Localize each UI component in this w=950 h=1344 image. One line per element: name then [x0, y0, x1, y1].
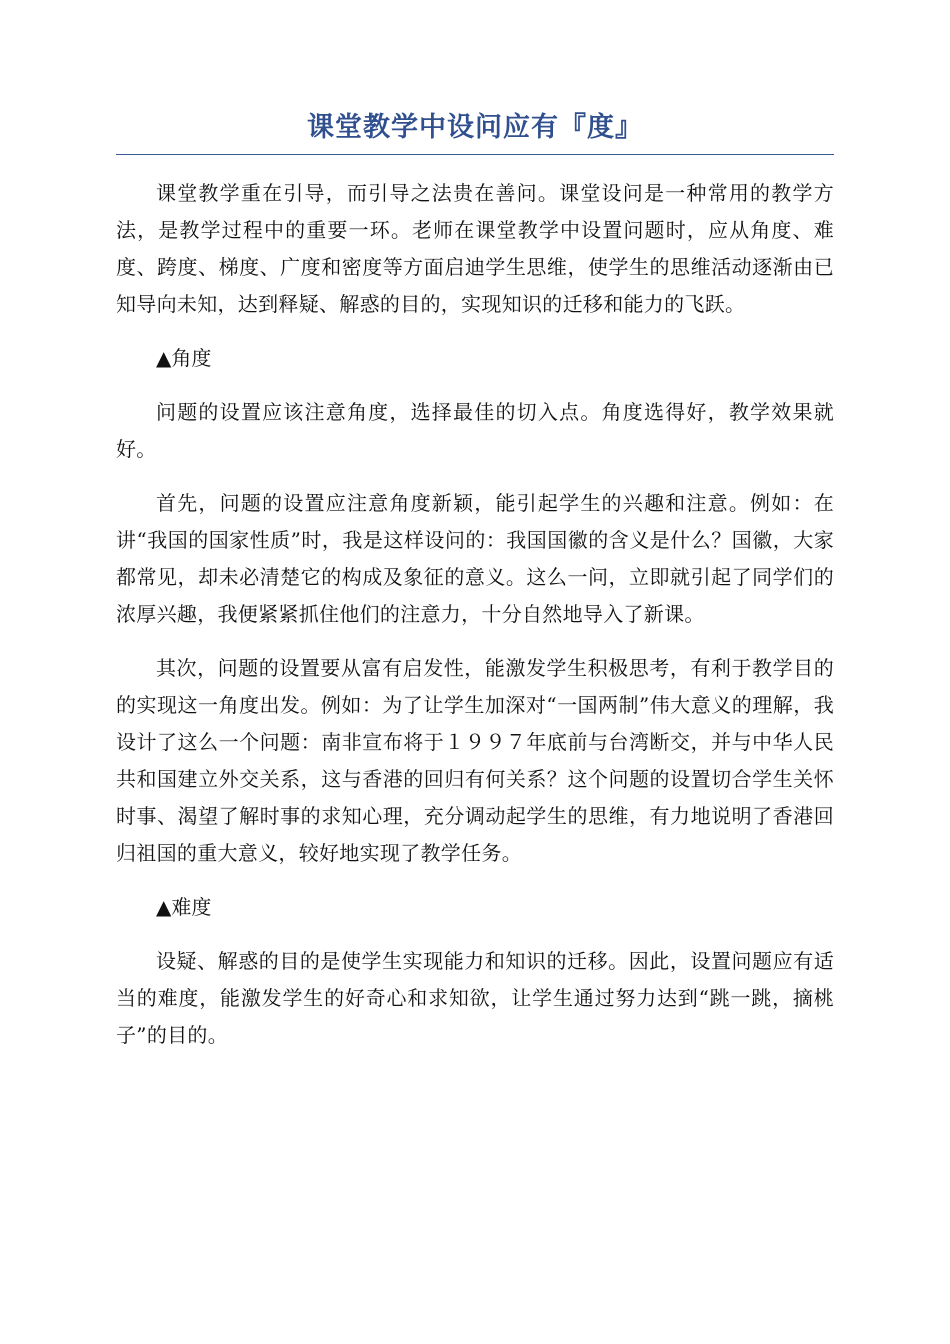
difficulty-paragraph-1: 设疑、解惑的目的是使学生实现能力和知识的迁移。因此，设置问题应有适当的难度，能激发学生的好奇心和求知欲，让学生通过努力达到“跳一跳，摘桃子”的目的。 [116, 949, 834, 1047]
section-heading-angle: ▲角度 [156, 346, 212, 370]
angle-paragraph-3: 其次，问题的设置要从富有启发性，能激发学生积极思考，有利于教学目的的实现这一角度出发。例如：为了让学生加深对“一国两制”伟大意义的理解，我设计了这么一个问题：南非宣布将于１９９７年底前与台湾断交，并与中华人民共和国建立外交关系，这与香港的回归有何关系？这个问题的设置切合学生关怀时事、渴望了解时事的求知心理，充分调动起学生的思维，有力地说明了香港回归祖国的重大意义，较好地实现了教学任务。 [116, 656, 834, 865]
document-page [116, 108, 834, 1054]
document-title: 课堂教学中设问应有『度』 [307, 112, 643, 143]
angle-paragraph-2: 首先，问题的设置应注意角度新颖，能引起学生的兴趣和注意。例如：在讲“我国的国家性质”时，我是这样设问的：我国国徽的含义是什么？国徽，大家都常见，却未必清楚它的构成及象征的意义。这么一问，立即就引起了同学们的浓厚兴趣，我便紧紧抓住他们的注意力，十分自然地导入了新课。 [116, 491, 834, 626]
section-heading-difficulty: ▲难度 [156, 895, 212, 919]
intro-paragraph: 课堂教学重在引导，而引导之法贵在善问。课堂设问是一种常用的教学方法，是教学过程中的重要一环。老师在课堂教学中设置问题时，应从角度、难度、跨度、梯度、广度和密度等方面启迪学生思维，使学生的思维活动逐渐由已知导向未知，达到释疑、解惑的目的，实现知识的迁移和能力的飞跃。 [116, 181, 834, 316]
angle-paragraph-1: 问题的设置应该注意角度，选择最佳的切入点。角度选得好，教学效果就好。 [116, 400, 834, 461]
title-underline [116, 154, 834, 155]
